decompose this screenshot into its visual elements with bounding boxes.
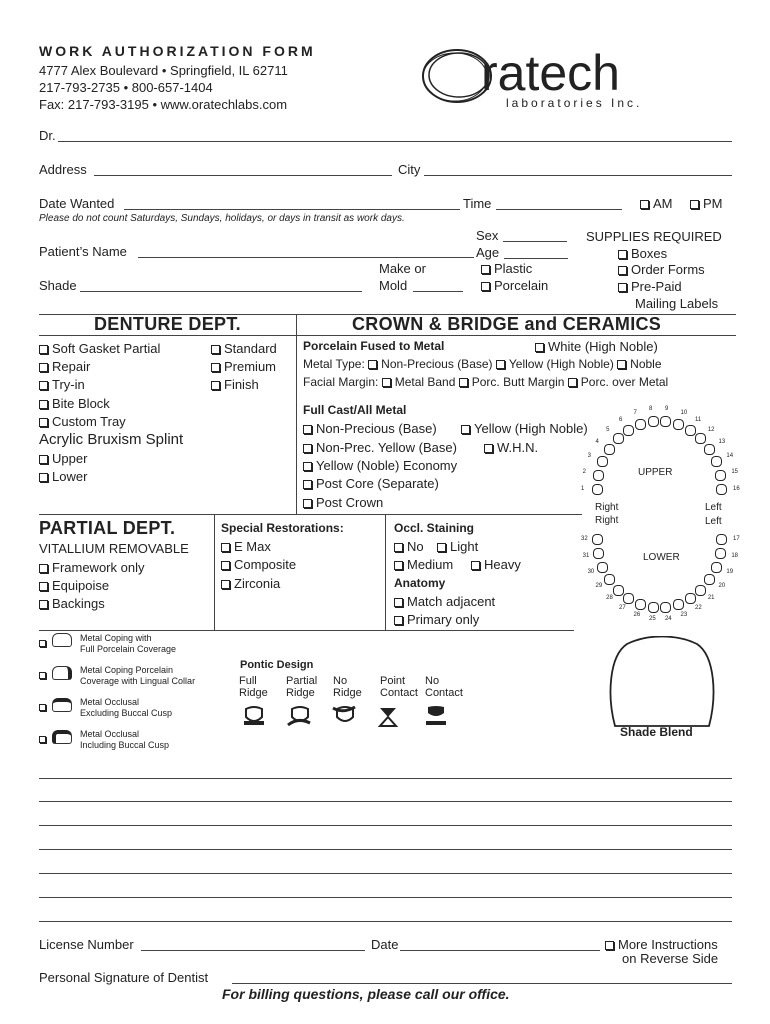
form-title: WORK AUTHORIZATION FORM <box>39 43 316 59</box>
shade-blend-diagram[interactable] <box>597 636 727 728</box>
tooth-16[interactable] <box>716 484 727 495</box>
tooth-19[interactable] <box>711 562 722 573</box>
mold-field[interactable] <box>413 291 463 292</box>
coping-full-porcelain[interactable]: Metal Coping with Full Porcelain Coverage <box>39 633 50 651</box>
instruction-line-4[interactable] <box>39 849 732 850</box>
tooth-number: 21 <box>707 595 715 602</box>
denture-crown-divider <box>296 314 297 515</box>
address-label: Address <box>39 162 87 177</box>
special-occl-divider <box>385 514 386 630</box>
tooth-number: 6 <box>619 416 623 423</box>
tooth-number: 31 <box>582 552 590 559</box>
tooth-number: 22 <box>695 605 702 612</box>
fullcast-title: Full Cast/All Metal <box>303 403 407 417</box>
tooth-number: 9 <box>664 406 669 413</box>
lab-fax-web: Fax: 217-793-3195 • www.oratechlabs.com <box>39 97 288 112</box>
section-divider-bottom <box>39 630 574 631</box>
tooth-23[interactable] <box>673 599 684 610</box>
fm-butt-margin[interactable]: Porc. Butt Margin <box>459 375 565 389</box>
fm-porc-over-metal[interactable]: Porc. over Metal <box>568 375 668 389</box>
more-instructions-option[interactable]: More Instructions <box>605 937 718 952</box>
make-or-label: Make or <box>379 261 426 276</box>
lower-label: LOWER <box>643 552 680 563</box>
supply-order-forms[interactable]: Order Forms <box>618 262 705 277</box>
denture-standard[interactable]: Standard <box>211 341 277 356</box>
tooth-number: 24 <box>664 615 672 622</box>
date-wanted-label: Date Wanted <box>39 196 115 211</box>
partial-special-divider <box>214 514 215 630</box>
tooth-icon <box>52 730 72 744</box>
pontic-no-ridge[interactable]: No Ridge <box>333 675 362 699</box>
tooth-number: 14 <box>726 453 734 460</box>
tooth-24[interactable] <box>660 602 671 613</box>
patient-name-label: Patient’s Name <box>39 244 127 259</box>
tooth-number: 11 <box>695 416 702 423</box>
tooth-number: 2 <box>582 469 586 476</box>
tooth-number: 26 <box>633 612 641 619</box>
special-emax[interactable]: E Max <box>221 539 271 554</box>
porcelain-option[interactable]: Porcelain <box>481 278 548 293</box>
vitallium-label: VITALLIUM REMOVABLE <box>39 541 189 556</box>
city-field[interactable] <box>424 175 732 176</box>
plastic-option[interactable]: Plastic <box>481 261 532 276</box>
tooth-9[interactable] <box>660 416 671 427</box>
supply-prepaid[interactable]: Pre-Paid <box>618 279 682 294</box>
reverse-side-label: on Reverse Side <box>622 951 719 966</box>
instruction-line-2[interactable] <box>39 801 732 802</box>
pontic-point-contact-icon <box>380 708 396 726</box>
tooth-number: 12 <box>707 426 715 433</box>
tooth-17[interactable] <box>716 534 727 545</box>
tooth-number: 30 <box>587 568 595 575</box>
pontic-no-contact[interactable]: No Contact <box>425 675 463 699</box>
instruction-line-1[interactable] <box>39 778 732 779</box>
fc-whn[interactable]: W.H.N. <box>484 440 538 455</box>
tooth-number: 25 <box>649 615 656 622</box>
special-title: Special Restorations: <box>221 521 344 535</box>
denture-custom-tray[interactable]: Custom Tray <box>39 414 126 429</box>
tooth-number: 5 <box>606 426 610 433</box>
pontic-title: Pontic Design <box>240 659 314 671</box>
shade-label: Shade <box>39 278 77 293</box>
lower-left-label: Left <box>705 516 722 527</box>
license-field[interactable] <box>141 950 365 951</box>
workday-note: Please do not count Saturdays, Sundays, holidays, or days in transit as work days. <box>39 213 405 224</box>
sex-field[interactable] <box>503 241 567 242</box>
metal-type-row: Metal Type: Non-Precious (Base) Yellow (High Noble) Noble <box>303 357 662 371</box>
section-divider-mid <box>39 514 582 515</box>
pontic-no-ridge-icon <box>333 707 355 721</box>
tooth-13[interactable] <box>704 444 715 455</box>
supply-mailing-labels: Mailing Labels <box>635 296 719 311</box>
tooth-31[interactable] <box>593 548 604 559</box>
partial-equipoise[interactable]: Equipoise <box>39 578 109 593</box>
address-field[interactable] <box>94 175 392 176</box>
tooth-18[interactable] <box>715 548 726 559</box>
denture-premium[interactable]: Premium <box>211 359 276 374</box>
special-composite[interactable]: Composite <box>221 557 296 572</box>
denture-soft-gasket[interactable]: Soft Gasket Partial <box>39 341 160 356</box>
tooth-5[interactable] <box>613 433 624 444</box>
tooth-number: 15 <box>731 469 739 476</box>
tooth-7[interactable] <box>635 419 646 430</box>
instruction-line-3[interactable] <box>39 825 732 826</box>
crown-title: CROWN & BRIDGE and CERAMICS <box>352 314 662 334</box>
pontic-full-ridge-icon <box>244 707 264 725</box>
special-zirconia[interactable]: Zirconia <box>221 576 280 591</box>
denture-try-in[interactable]: Try-in <box>39 377 85 392</box>
tooth-number: 20 <box>718 583 726 590</box>
upper-right-label: Right <box>595 502 619 513</box>
shade-blend-label: Shade Blend <box>620 725 693 739</box>
tooth-number: 23 <box>680 612 688 619</box>
instruction-line-6[interactable] <box>39 897 732 898</box>
bruxism-upper[interactable]: Upper <box>39 451 87 466</box>
pontic-partial-ridge-icon <box>288 707 310 725</box>
occl-title: Occl. Staining <box>394 521 475 535</box>
partial-framework[interactable]: Framework only <box>39 560 144 575</box>
tooth-1[interactable] <box>592 484 603 495</box>
license-label: License Number <box>39 937 134 952</box>
tooth-number: 18 <box>731 552 739 559</box>
age-label: Age <box>476 245 500 260</box>
signature-label: Personal Signature of Dentist <box>39 970 209 985</box>
am-option[interactable]: AM <box>640 196 673 211</box>
tooth-15[interactable] <box>715 470 726 481</box>
tooth-10[interactable] <box>673 419 684 430</box>
mt-noble[interactable]: Noble <box>617 357 661 371</box>
dr-field[interactable] <box>58 141 732 142</box>
tooth-number: 17 <box>733 536 740 542</box>
tooth-20[interactable] <box>704 574 715 585</box>
anatomy-primary[interactable]: Primary only <box>394 612 479 627</box>
tooth-29[interactable] <box>604 574 615 585</box>
tooth-3[interactable] <box>597 456 608 467</box>
fc-post-crown[interactable]: Post Crown <box>303 495 383 510</box>
denture-bite-block[interactable]: Bite Block <box>39 396 110 411</box>
date-label: Date <box>371 937 399 952</box>
tooth-26[interactable] <box>635 599 646 610</box>
denture-title: DENTURE DEPT. <box>94 314 241 334</box>
coping-excl-buccal[interactable]: Metal Occlusal Excluding Buccal Cusp <box>39 697 50 715</box>
occl-heavy[interactable]: Heavy <box>471 557 521 572</box>
occl-no[interactable]: No <box>394 539 424 554</box>
tooth-number: 27 <box>619 605 626 612</box>
tooth-number: 1 <box>581 486 585 492</box>
fc-yellow-economy[interactable]: Yellow (Noble) Economy <box>303 458 457 473</box>
mt-yellow[interactable]: Yellow (High Noble) <box>496 357 614 371</box>
tooth-number: 29 <box>595 583 603 590</box>
svg-text:ratech: ratech <box>481 45 620 101</box>
section-divider-header <box>39 335 736 336</box>
tooth-number: 32 <box>581 536 588 542</box>
lab-address: 4777 Alex Boulevard • Springfield, IL 62711 <box>39 63 288 78</box>
partial-backings[interactable]: Backings <box>39 596 105 611</box>
denture-finish[interactable]: Finish <box>211 377 259 392</box>
pontic-full-ridge[interactable]: Full Ridge <box>239 675 268 699</box>
supplies-title: SUPPLIES REQUIRED <box>586 229 722 244</box>
tooth-number: 13 <box>718 438 726 445</box>
tooth-number: 7 <box>633 409 637 416</box>
anatomy-match[interactable]: Match adjacent <box>394 594 495 609</box>
lower-right-label: Right <box>595 515 619 526</box>
tooth-25[interactable] <box>648 602 659 613</box>
pontic-icons <box>240 705 450 729</box>
tooth-11[interactable] <box>685 425 696 436</box>
pfm-white[interactable]: White (High Noble) <box>535 339 658 354</box>
supply-boxes[interactable]: Boxes <box>618 246 667 261</box>
tooth-2[interactable] <box>593 470 604 481</box>
tooth-number: 3 <box>587 453 591 460</box>
tooth-4[interactable] <box>604 444 615 455</box>
fc-yellow-high-noble[interactable]: Yellow (High Noble) <box>461 421 588 436</box>
facial-margin-row: Facial Margin: Metal Band Porc. Butt Margin Porc. over Metal <box>303 375 669 389</box>
tooth-number: 16 <box>733 486 740 492</box>
signature-field[interactable] <box>232 983 732 984</box>
tooth-icon <box>52 633 72 647</box>
pontic-partial-ridge[interactable]: Partial Ridge <box>286 675 318 699</box>
partial-title: PARTIAL DEPT. <box>39 518 176 538</box>
logo-subtitle: laboratories Inc. <box>506 96 643 110</box>
tooth-27[interactable] <box>623 593 634 604</box>
tooth-icon <box>52 698 72 712</box>
pontic-no-contact-icon <box>426 706 446 725</box>
occl-medium[interactable]: Medium <box>394 557 453 572</box>
pm-option[interactable]: PM <box>690 196 723 211</box>
tooth-12[interactable] <box>695 433 706 444</box>
tooth-21[interactable] <box>695 585 706 596</box>
pontic-point-contact[interactable]: Point Contact <box>380 675 418 699</box>
billing-note: For billing questions, please call our office. <box>222 986 510 1002</box>
pfm-title: Porcelain Fused to Metal <box>303 339 445 353</box>
bruxism-title: Acrylic Bruxism Splint <box>39 431 184 448</box>
coping-lingual-collar[interactable]: Metal Coping Porcelain Coverage with Lingual Collar <box>39 665 50 683</box>
coping-incl-buccal[interactable]: Metal Occlusal Including Buccal Cusp <box>39 729 50 747</box>
tooth-icon <box>52 666 72 680</box>
tooth-number: 4 <box>595 438 599 445</box>
tooth-30[interactable] <box>597 562 608 573</box>
tooth-chart[interactable] <box>580 398 750 632</box>
tooth-14[interactable] <box>711 456 722 467</box>
city-label: City <box>398 162 421 177</box>
patient-name-field[interactable] <box>138 257 474 258</box>
shade-field[interactable] <box>80 291 362 292</box>
lab-phones: 217-793-2735 • 800-657-1404 <box>39 80 213 95</box>
sex-label: Sex <box>476 228 499 243</box>
tooth-number: 8 <box>649 406 653 413</box>
denture-repair[interactable]: Repair <box>39 359 90 374</box>
tooth-number: 19 <box>726 568 734 575</box>
time-field[interactable] <box>496 209 622 210</box>
instruction-line-7[interactable] <box>39 921 732 922</box>
fc-non-precious[interactable]: Non-Precious (Base) <box>303 421 437 436</box>
date-wanted-field[interactable] <box>124 209 460 210</box>
tooth-number: 10 <box>680 409 688 416</box>
upper-label: UPPER <box>638 467 673 478</box>
tooth-number: 28 <box>606 595 613 602</box>
occl-light[interactable]: Light <box>437 539 478 554</box>
fc-post-core[interactable]: Post Core (Separate) <box>303 476 439 491</box>
dr-label: Dr. <box>39 128 56 143</box>
time-label: Time <box>463 196 492 211</box>
tooth-28[interactable] <box>613 585 624 596</box>
upper-left-label: Left <box>705 502 722 513</box>
fc-non-prec-yellow[interactable]: Non-Prec. Yellow (Base) <box>303 440 457 455</box>
date-field[interactable] <box>400 950 600 951</box>
fm-metal-band[interactable]: Metal Band <box>382 375 456 389</box>
tooth-6[interactable] <box>623 425 634 436</box>
tooth-22[interactable] <box>685 593 696 604</box>
mt-non-precious[interactable]: Non-Precious (Base) <box>368 357 492 371</box>
age-field[interactable] <box>504 258 568 259</box>
instruction-line-5[interactable] <box>39 873 732 874</box>
bruxism-lower[interactable]: Lower <box>39 469 87 484</box>
coping-options <box>39 633 239 753</box>
mold-label: Mold <box>379 278 408 293</box>
anatomy-title: Anatomy <box>394 576 446 590</box>
tooth-8[interactable] <box>648 416 659 427</box>
tooth-32[interactable] <box>592 534 603 545</box>
